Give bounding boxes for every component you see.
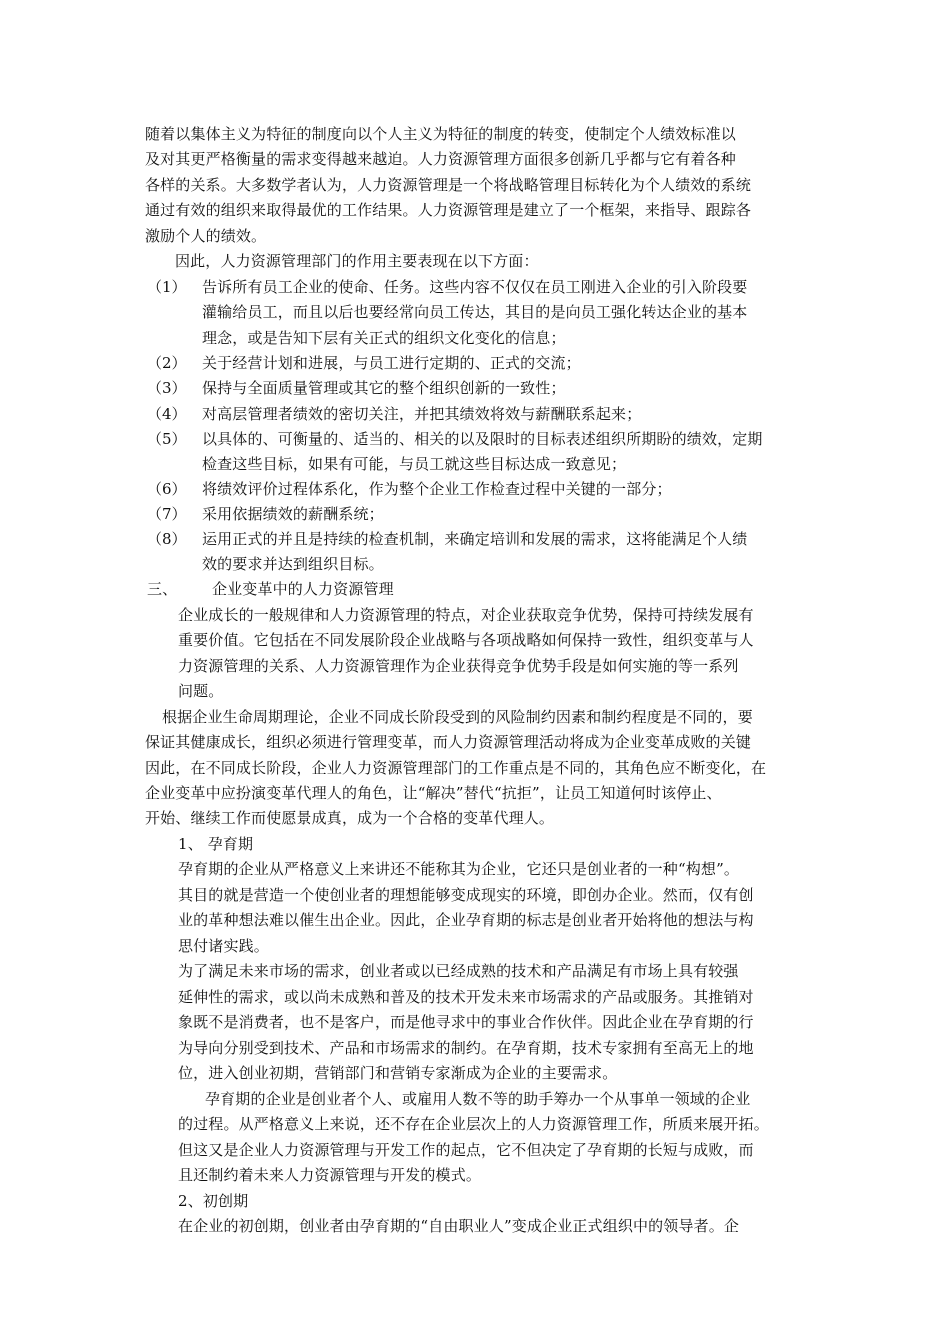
list-item-line: 对高层管理者绩效的密切关注，并把其绩效将效与薪酬联系起来；	[202, 405, 642, 423]
paragraph-5-line-3: 象既不是消费者，也不是客户，而是他寻求中的事业合作伙伴。因此企业在孕育期的行	[178, 1013, 754, 1031]
paragraph-4-line-2: 其目的就是营造一个使创业者的理想能够变成现实的环境，即创办企业。然而，仅有创	[178, 886, 754, 904]
paragraph-3-line-2: 保证其健康成长，组织必须进行管理变革，而人力资源管理活动将成为企业变革成败的关键	[145, 733, 752, 751]
paragraph-2-line-2: 重要价值。它包括在不同发展阶段企业战略与各项战略如何保持一致性，组织变革与人	[178, 631, 754, 649]
list-item-line: 关于经营计划和进展，与员工进行定期的、正式的交流；	[202, 354, 581, 372]
paragraph-4-line-3: 业的革种想法难以催生出企业。因此，企业孕育期的标志是创业者开始将他的想法与构	[178, 911, 754, 929]
list-item-line: 灌输给员工，而且以后也要经常向员工传达，其目的是向员工强化转达企业的基本	[202, 303, 748, 321]
section-title: 企业变革中的人力资源管理	[212, 580, 394, 598]
subheading-1: 1、 孕育期	[178, 835, 254, 853]
list-item-number: （2）	[147, 354, 187, 372]
paragraph-1-line-5: 激励个人的绩效。	[145, 227, 267, 245]
paragraph-6-line-3: 但这又是企业人力资源管理与开发工作的起点，它不但决定了孕育期的长短与成败，而	[178, 1141, 754, 1159]
paragraph-1-line-3: 各样的关系。大多数学者认为，人力资源管理是一个将战略管理目标转化为个人绩效的系统	[145, 176, 752, 194]
list-item-line: 效的要求并达到组织目标。	[202, 555, 384, 573]
paragraph-1-line-4: 通过有效的组织来取得最优的工作结果。人力资源管理是建立了一个框架，来指导、跟踪各	[145, 201, 752, 219]
paragraph-3-line-4: 企业变革中应扮演变革代理人的角色，让“解决”替代“抗拒”，让员工知道何时该停止、	[145, 784, 722, 802]
list-item-line: 以具体的、可衡量的、适当的、相关的以及限时的目标表述组织所期盼的绩效，定期	[202, 430, 763, 448]
paragraph-2-line-4: 问题。	[178, 682, 224, 700]
paragraph-5-line-5: 位，进入创业初期，营销部门和营销专家渐成为企业的主要需求。	[178, 1064, 618, 1082]
list-item-number: （6）	[147, 480, 187, 498]
list-item-line: 理念，或是告知下层有关正式的组织文化变化的信息；	[202, 329, 566, 347]
list-item-line: 采用依据绩效的薪酬系统；	[202, 505, 384, 523]
list-item-number: （4）	[147, 405, 187, 423]
paragraph-6-line-4: 且还制约着未来人力资源管理与开发的模式。	[178, 1166, 482, 1184]
paragraph-6-line-1: 孕育期的企业是创业者个人、或雇用人数不等的助手筹办一个从事单一领域的企业	[205, 1090, 751, 1108]
list-item-number: （7）	[147, 505, 187, 523]
paragraph-5-line-2: 延伸性的需求，或以尚未成熟和普及的技术开发未来市场需求的产品或服务。其推销对	[178, 988, 754, 1006]
paragraph-7-line-1: 在企业的初创期，创业者由孕育期的“自由职业人”变成企业正式组织中的领导者。企	[178, 1217, 740, 1235]
list-item-line: 保持与全面质量管理或其它的整个组织创新的一致性；	[202, 379, 566, 397]
paragraph-5-line-1: 为了满足未来市场的需求，创业者或以已经成熟的技术和产品满足有市场上具有较强	[178, 962, 739, 980]
list-item-line: 将绩效评价过程体系化，作为整个企业工作检查过程中关键的一部分；	[202, 480, 672, 498]
paragraph-3-line-5: 开始、继续工作而使愿景成真，成为一个合格的变革代理人。	[145, 809, 555, 827]
list-item-line: 运用正式的并且是持续的检查机制，来确定培训和发展的需求，这将能满足个人绩	[202, 530, 748, 548]
paragraph-6-line-2: 的过程。从严格意义上来说，还不存在企业层次上的人力资源管理工作，所质来展开拓。	[178, 1115, 769, 1133]
paragraph-2-line-1: 企业成长的一般规律和人力资源管理的特点，对企业获取竞争优势，保持可持续发展有	[178, 606, 754, 624]
list-item-number: （3）	[147, 379, 187, 397]
paragraph-3-line-3: 因此，在不同成长阶段，企业人力资源管理部门的工作重点是不同的，其角色应不断变化，在	[145, 759, 767, 777]
paragraph-5-line-4: 为导向分别受到技术、产品和市场需求的制约。在孕育期，技术专家拥有至高无上的地	[178, 1039, 754, 1057]
section-number: 三、	[147, 580, 178, 598]
list-item-number: （1）	[147, 278, 187, 296]
paragraph-2-line-3: 力资源管理的关系、人力资源管理作为企业获得竞争优势手段是如何实施的等一系列	[178, 657, 739, 675]
list-item-number: （8）	[147, 530, 187, 548]
paragraph-4-line-4: 思付诸实践。	[178, 937, 269, 955]
paragraph-1-line-1: 随着以集体主义为特征的制度向以个人主义为特征的制度的转变，使制定个人绩效标准以	[145, 125, 736, 143]
list-item-line: 告诉所有员工企业的使命、任务。这些内容不仅仅在员工刚进入企业的引入阶段要	[202, 278, 748, 296]
paragraph-3-line-1: 根据企业生命周期理论，企业不同成长阶段受到的风险制约因素和制约程度是不同的，要	[162, 708, 753, 726]
paragraph-1-line-2: 及对其更严格衡量的需求变得越来越迫。人力资源管理方面很多创新几乎都与它有着各种	[145, 150, 736, 168]
subheading-2: 2、初创期	[178, 1192, 249, 1210]
paragraph-4-line-1: 孕育期的企业从严格意义上来讲还不能称其为企业，它还只是创业者的一种“构想”。	[178, 860, 740, 878]
list-item-number: （5）	[147, 430, 187, 448]
list-item-line: 检查这些目标，如果有可能，与员工就这些目标达成一致意见；	[202, 455, 627, 473]
intro-line: 因此，人力资源管理部门的作用主要表现在以下方面：	[175, 252, 539, 270]
